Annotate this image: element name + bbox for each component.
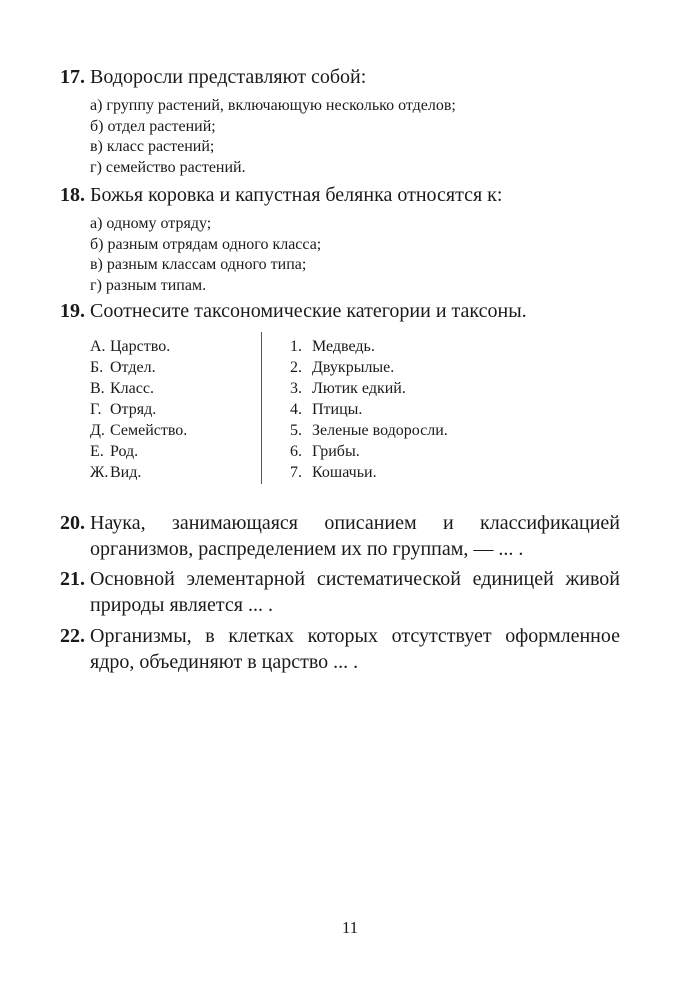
question-22-head xyxy=(60,623,620,675)
taxon-key: 2. xyxy=(290,359,302,376)
question-text: Божья коровка и капустная белянка относятся к: xyxy=(90,184,503,206)
category-key: Д. xyxy=(90,422,105,439)
question-18 xyxy=(60,182,620,296)
answer-option: б) разным отрядам одного класса; xyxy=(90,235,322,253)
answer-option: б) отдел растений; xyxy=(90,117,216,135)
category-key: Е. xyxy=(90,443,104,460)
question-number: 17. xyxy=(60,66,85,88)
question-text: Организмы, в клетках которых отсутствует оформленное ядро, объединяют в царство ... . xyxy=(90,625,620,673)
category-row xyxy=(90,462,255,483)
question-19 xyxy=(60,298,620,324)
category-row xyxy=(90,441,255,462)
answer-option: г) семейство растений. xyxy=(90,158,246,176)
question-21-head xyxy=(60,566,620,618)
category-label: Семейство. xyxy=(110,422,188,439)
answer-option: а) одному отряду; xyxy=(90,215,212,232)
taxon-key: 4. xyxy=(290,401,302,418)
taxon-key: 6. xyxy=(290,443,302,460)
categories-column xyxy=(90,336,255,483)
taxon-row xyxy=(290,420,510,441)
category-key: Г. xyxy=(90,401,102,418)
taxon-row xyxy=(290,462,510,483)
matching-table xyxy=(90,336,510,488)
category-label: Царство. xyxy=(110,338,171,355)
category-row xyxy=(90,378,255,399)
category-key: Ж. xyxy=(90,464,109,481)
category-label: Отдел. xyxy=(110,359,156,376)
category-label: Класс. xyxy=(110,380,154,397)
taxon-label: Зеленые водоросли. xyxy=(312,422,448,439)
answer-options xyxy=(90,96,620,178)
answer-option: г) разным типам. xyxy=(90,276,207,294)
question-text: Водоросли представляют собой: xyxy=(90,66,367,88)
taxon-row xyxy=(290,441,510,462)
taxon-label: Медведь. xyxy=(312,338,375,355)
taxon-key: 3. xyxy=(290,380,302,397)
taxon-row xyxy=(290,378,510,399)
question-20 xyxy=(60,510,620,562)
question-text: Соотнесите таксономические категории и таксоны. xyxy=(90,300,527,322)
question-number: 19. xyxy=(60,300,85,322)
category-row xyxy=(90,336,255,357)
question-17 xyxy=(60,64,620,178)
question-text: Основной элементарной систематической единицей живой природы является ... . xyxy=(90,568,620,616)
category-key: В. xyxy=(90,380,105,397)
page-number: 11 xyxy=(341,918,359,937)
question-21 xyxy=(60,566,620,618)
taxon-label: Лютик едкий. xyxy=(312,380,406,397)
taxon-key: 1. xyxy=(290,338,302,355)
question-17-head xyxy=(60,64,620,90)
category-row xyxy=(90,399,255,420)
taxon-label: Двукрылые. xyxy=(312,359,395,376)
category-key: А. xyxy=(90,338,106,355)
category-row xyxy=(90,420,255,441)
category-label: Вид. xyxy=(110,464,142,481)
category-label: Род. xyxy=(110,443,139,460)
taxon-key: 7. xyxy=(290,464,302,481)
column-divider xyxy=(261,332,262,484)
taxon-row xyxy=(290,399,510,420)
question-text: Наука, занимающаяся описанием и классификацией организмов, распределением их по группам, — ... . xyxy=(90,512,620,560)
taxon-key: 5. xyxy=(290,422,302,439)
taxon-label: Птицы. xyxy=(312,401,363,418)
question-22 xyxy=(60,623,620,675)
category-key: Б. xyxy=(90,359,104,376)
answer-option: в) разным классам одного типа; xyxy=(90,256,307,273)
category-row xyxy=(90,357,255,378)
category-label: Отряд. xyxy=(110,401,157,418)
taxon-label: Грибы. xyxy=(312,443,360,460)
taxon-row xyxy=(290,336,510,357)
taxon-row xyxy=(290,357,510,378)
answer-option: а) группу растений, включающую несколько отделов; xyxy=(90,97,456,114)
question-20-head xyxy=(60,510,620,562)
question-number: 21. xyxy=(60,568,85,590)
question-number: 22. xyxy=(60,625,85,647)
answer-options xyxy=(90,214,620,296)
answer-option: в) класс растений; xyxy=(90,138,215,155)
question-number: 18. xyxy=(60,184,85,206)
taxon-label: Кошачьи. xyxy=(312,464,377,481)
taxa-column xyxy=(290,336,510,483)
question-18-head xyxy=(60,182,620,208)
question-number: 20. xyxy=(60,512,85,534)
question-19-head xyxy=(60,298,620,324)
